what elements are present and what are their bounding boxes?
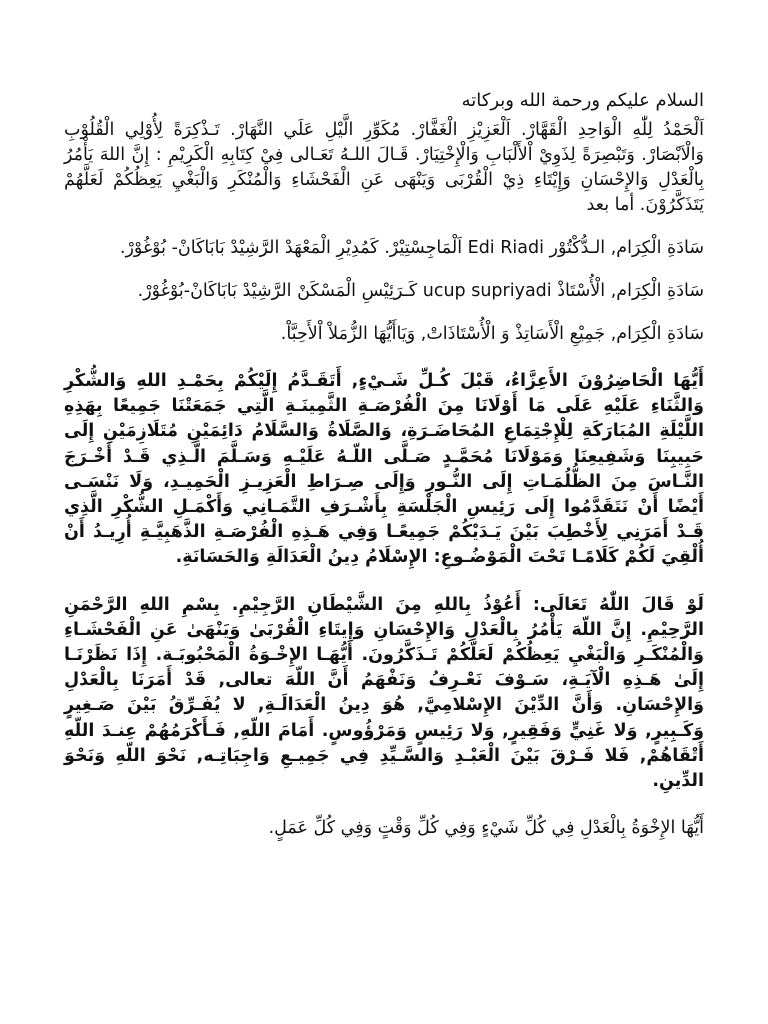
addressee-director-title: سَادَةِ الْكِرَام, الـدُّكْتُوْر xyxy=(549,238,704,258)
addressee-dorm-head-role: كَـرَئِيْسِ الْمَسْكَنْ الرَّشِيْدْ بَابَاكَانْ-بُوْغُوْرْ. xyxy=(137,281,418,301)
document-page xyxy=(64,88,704,1018)
greeting: السلام عليكم ورحمة الله وبركاته xyxy=(461,90,704,111)
addressee-dorm-head-name: ucup supriyadi xyxy=(422,281,552,301)
addressee-dorm-head xyxy=(64,279,704,304)
addressee-teachers: سَادَةِ الْكِرَام, جَمِيْعِ الْأَسَاتِذْ وَ الْأُسْتَاذَاتْ, وَيَاأَيُّهَا الزُّمَلاْ اْلأَحِبَّاْ. xyxy=(280,324,704,344)
addressee-director-role: اَلْمَاجِسْتِيْرْ. كَمُدِيْرِ الْمَعْهَدْ الرَّشِيْدْ بَابَاكَانْ- بُوْغُوْرْ. xyxy=(119,238,463,258)
addressee-dorm-head-title: سَادَةِ الْكِرَام, الْأُسْتَاذْ xyxy=(557,281,704,301)
addressee-director xyxy=(64,236,704,261)
opening-paragraph: اَلْحَمْدُ لِلّٰهِ الْوَاحِدِ الْقَهَّارْ. اَلْعَزِيْزِ الْغَفَّارْ. مُكَوِّرِ الَّيْلِ عَلَي النَّهَارْ. تَـذْكِرَةً لِأُوْلِي الْقُلُوْبِ وَالْاَبْصَارْ. وَتَبْصِرَةً لِذَوِيْ اْلأَلْبَابِ وَالْإِخْتِيَارْ. قَـالَ اللـهُ تَعَـالى فِيْ كِتَابِهِ الْكَرِيْمِ : إِنَّ اللهَ يَأْمُرُ بِالْعَدْلِ وَالإِحْسَانِ وَإِيْتَاءِ ذِيْ الْقُرْبَى وَيَنْهَى عَنِ الْفَحْشَاءِ وَالْمُنْكَرِ وَالْبَغْيِ يَعِظُكُمْ لَعَلَّهُمْ يَتَذَكَّرُوْنَ. أما بعد xyxy=(64,120,704,215)
closing-line: أَيُّهَا الإِخْوَةُ بِالْعَدْلِ فِي كُلِّ شَيْءٍ وَفِي كُلِّ وَقْتٍ وَفِي كُلِّ عَمَلٍ. xyxy=(268,818,704,839)
body-main-paragraph: لَوْ قَالَ اللّٰهُ تَعَالَى: أَعُوْذُ بِاللهِ مِنَ الشَّيْطَانِ الرَّجِيْمِ. بِسْمِ اللهِ الرَّحْمَنِ الرَّحِيْمِ. إِنَّ اللّهَ يَأْمُرُ بِالْعَدْلِ وَالإِحْسَانِ وَإِيتَاءِ الْقُرْبَىٰ وَيَنْهَىٰ عَنِ الْفَحْشَـاءِ وَالْمُنْكَـرِ وَالْبَغْيِ يَعِظُكُمْ لَعَلَّكُمْ تَـذَكَّرُونَ. أَيُّهَـا الإِخْـوَةُ الْمَحْبُوبَـة. إِذَا نَظَرْنَـا إِلَىٰ هَـذِهِ الْآيَـةِ، سَـوْفَ نَعْـرِفُ وَنَفْهَمُ أَنَّ اللّهَ تعالى, قَدْ أَمَرَنَا بِالْعَدْلِ وَالإِحْسَانِ. وَأَنَّ الدِّيْنَ الإِسْلامِيَّ, هُوَ دِينُ الْعَدَالَـةِ, لا يُفَـرِّقُ بَيْنَ صَـغِيرٍ وَكَـبِيرٍ, وَلا غَنِيٍّ وَفَقِيرٍ, وَلا رَئِيسٍ وَمَرْؤُوسٍ. أَمَامَ اللّهِ, فَـأَكْرَمُهُمْ عِنـدَ اللّهِ أَتْقَاهُمْ, فَلا فَـرْقَ بَيْنَ الْعَبْـدِ وَالسَّـيِّدِ فِي جَمِيـعِ وَاجِبَاتِـه, نَحْوَ اللّهِ وَنَحْوَ الدِّينِ. xyxy=(64,594,704,792)
addressee-director-name: Edi Riadi xyxy=(467,238,544,258)
body-intro-paragraph: أَيُّهَا الْحَاضِرُوْنَ الأَعِزَّاءُ، قَبْلَ كُـلِّ شَـيْءٍ, أَتَقَـدَّمُ إِلَيْكُمْ بِحَمْـدِ اللهِ وَالشُّكْرِ وَالثَّنَاءِ عَلَيْهِ عَلَى مَا أَوْلَانَا مِنَ الْفُرْصَـةِ الثَّمِينَـةِ الَّتِي جَمَعَتْنَا جَمِيعًا بِهَذِهِ اللَّيْلَةِ المُبَارَكَةِ لِلْإِجْتِمَاعِ المُحَاضَـرَةِ، وَالصَّلَاةُ وَالسَّلَامُ دَائِمَيْنِ مُتَلَازِمَيْنِ إِلَى حَبِيبِنَا وَشَفِيعِنَا وَمَوْلَانَا مُحَمَّـدٍ صَـلَّى اللّـهُ عَلَيْـهِ وَسَـلَّمَ الَّـذِي قَـدْ أَخْـرَجَ النَّـاسَ مِنَ الظُّلُمَـاتِ إِلَى النُّـورِ وَإِلَى صِـرَاطِ الْعَزِيـزِ الْحَمِيـدِ، وَلَا نَنْسَـى أَيْضًا أَنْ نَتَقَدَّمُوا إِلَى رَئِيسِ الْجَلْسَةِ بِأَشْـرَفِ التَّمَـانِي وَأَكْمَـلِ الشُّكْرِ الَّذِي قَـدْ أَمَرَنِي لِأَخْطِبَ بَيْنَ يَـدَيْكُمْ جَمِيعًـا وَفِي هَـذِهِ الْفُرْصَـةِ الذَّهَبِيَّـةِ أُرِيـدُ أَنْ أُلْقِيَ لَكُمْ كَلَامًـا تَحْتَ الْمَوْضُـوعِ: الإِسْلَامُ دِينُ الْعَدَالَةِ وَالحَسَانَةِ. xyxy=(64,371,704,568)
